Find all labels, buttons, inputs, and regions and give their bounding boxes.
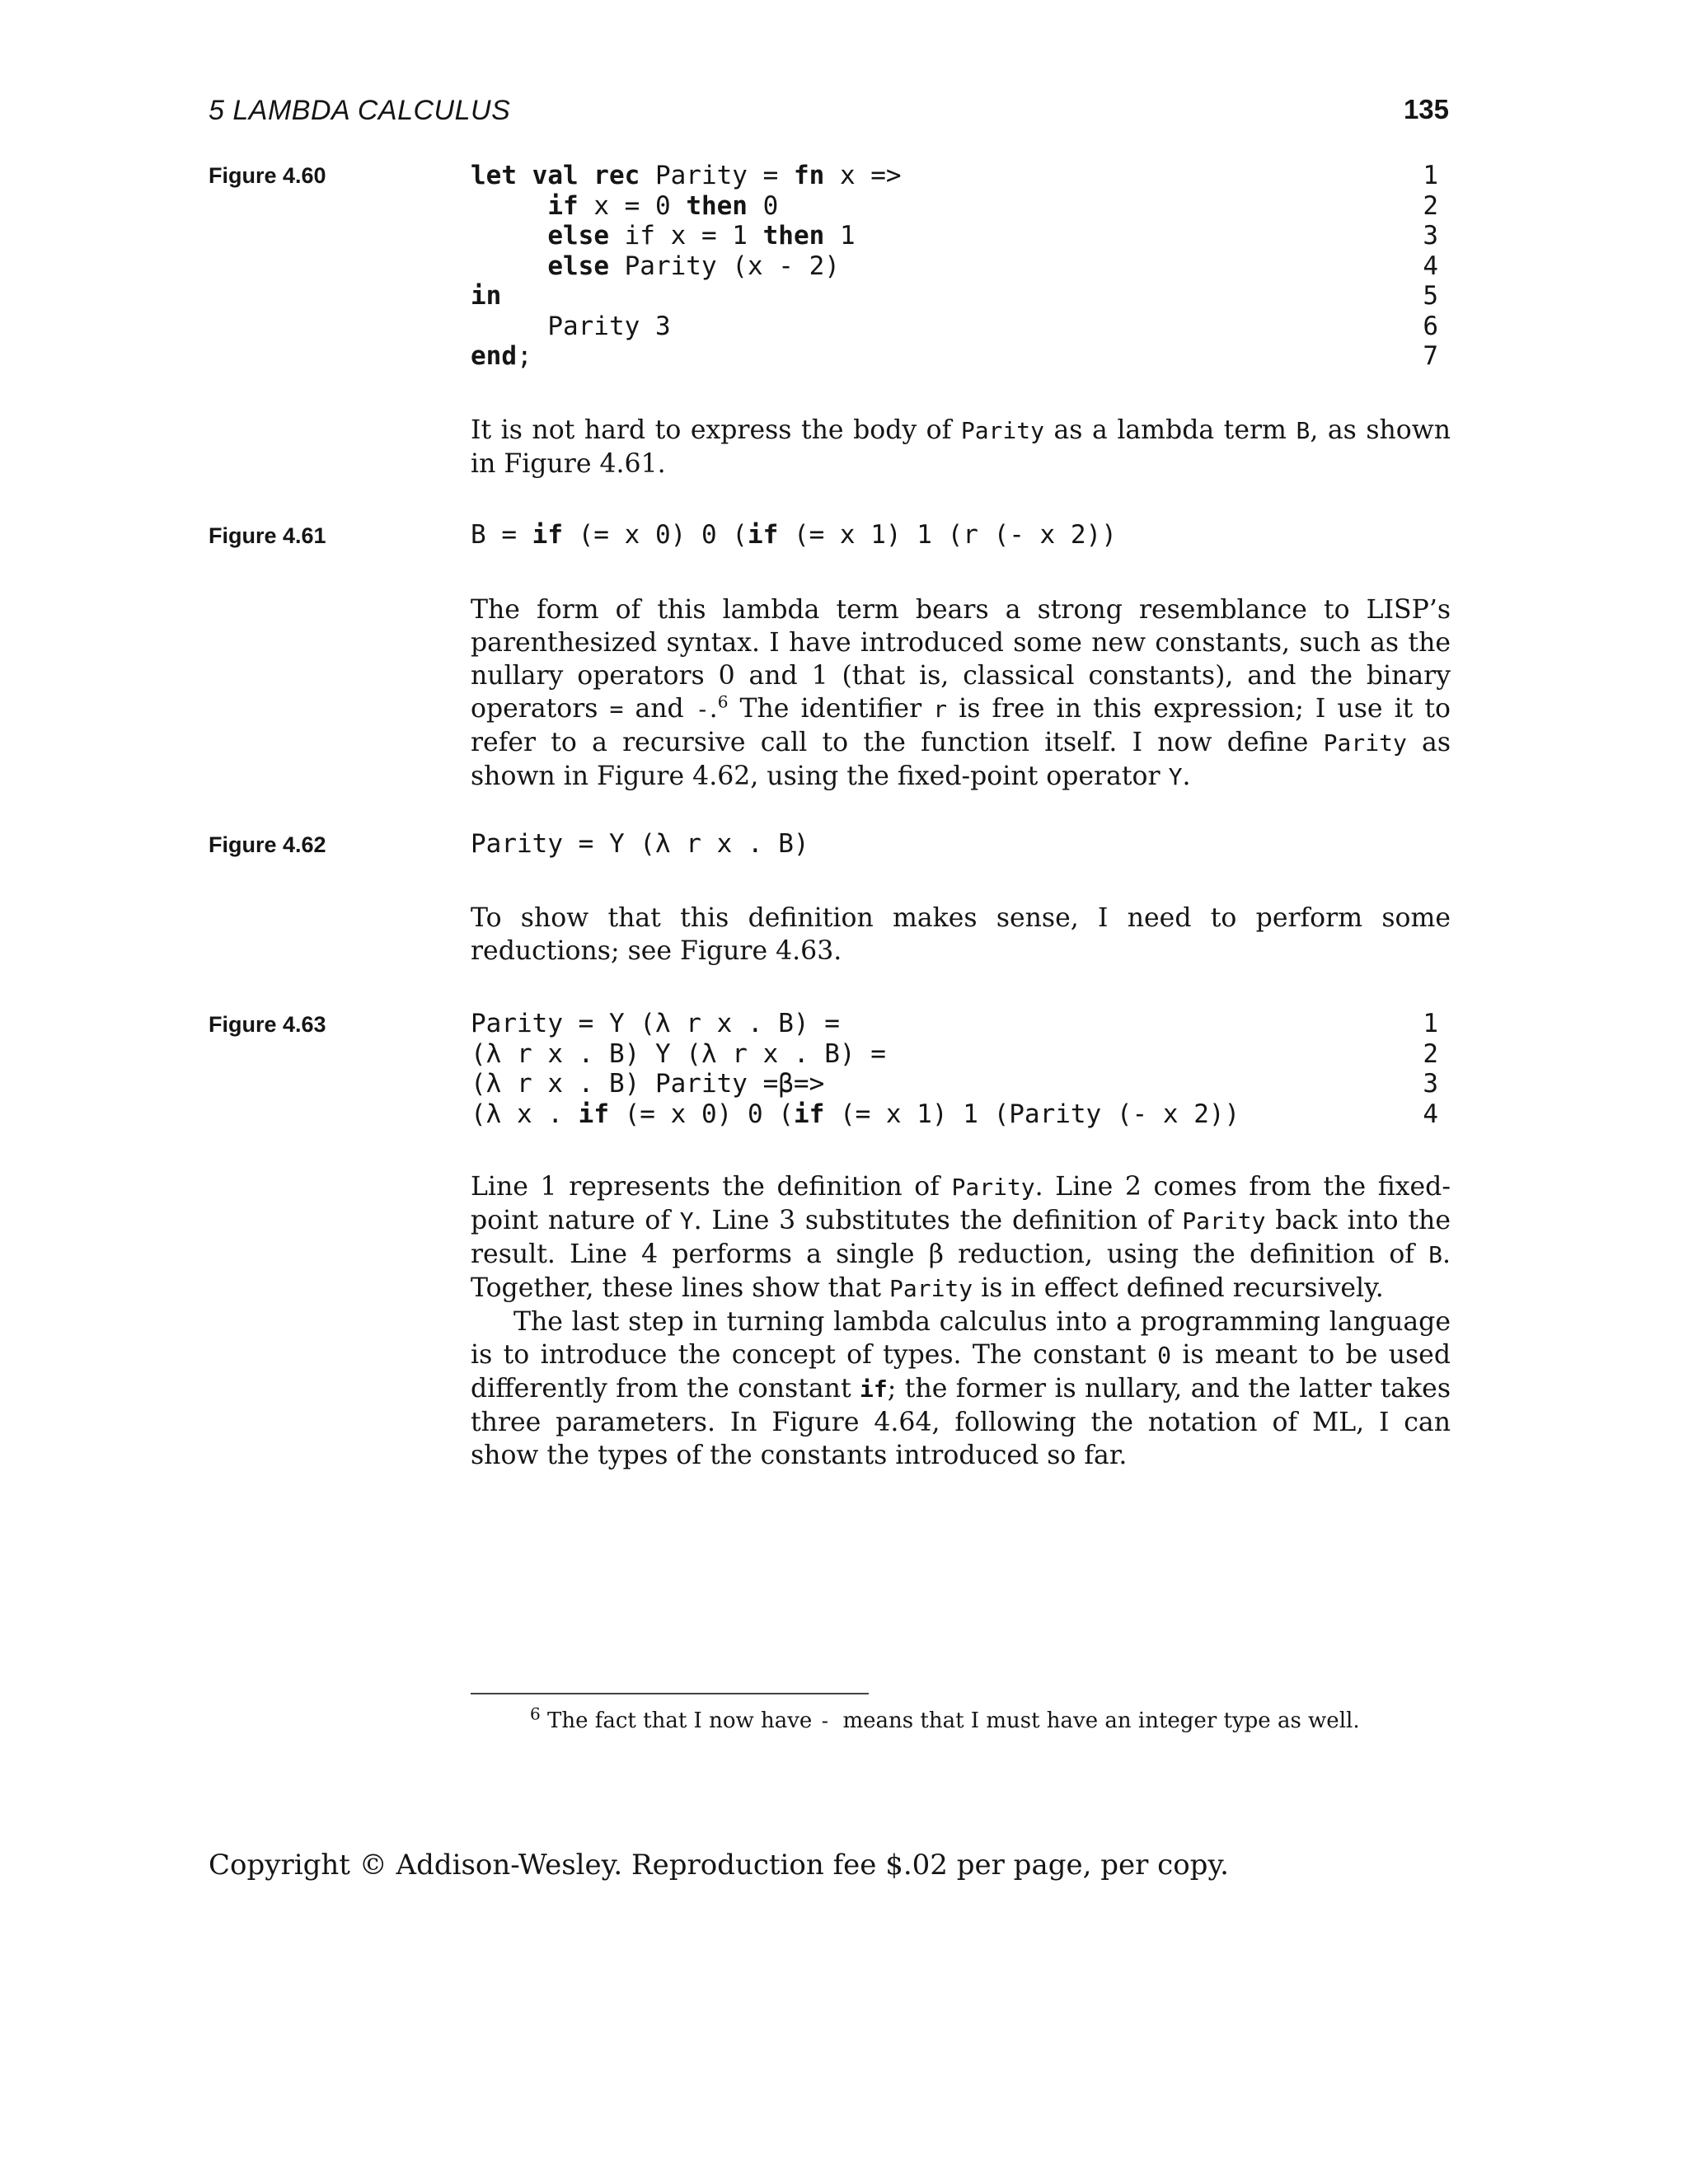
- code-line: end;: [471, 341, 532, 371]
- copyright-notice: Copyright © Addison-Wesley. Reproduction fee $.02 per page, per copy.: [209, 1849, 1229, 1882]
- footnote-mark: 6: [530, 1704, 541, 1724]
- line-number: 5: [1423, 281, 1438, 311]
- code-line: Parity 3: [471, 311, 671, 341]
- body-paragraph-4-5: [471, 1170, 1451, 1472]
- figure-label-4-60: Figure 4.60: [209, 163, 326, 188]
- line-number: 4: [1423, 1099, 1438, 1129]
- footnote-reference: 6: [717, 691, 729, 712]
- code-block-figure-4-60: [471, 161, 902, 372]
- figure-label-4-62: Figure 4.62: [209, 832, 326, 857]
- body-paragraph-4: Line 1 represents the definition of Parity. Line 2 comes from the fixed-point nature of Y. Line 3 substitutes the definition of Parity back into the result. Line 4 performs a single β reduction, using the definition of B. Together, these lines show that Parity is in effect defined recursively.: [471, 1172, 1451, 1303]
- line-numbers-figure-4-63: [1389, 1009, 1438, 1129]
- code-line: let val rec Parity = fn x =>: [471, 161, 902, 190]
- code-line: else if x = 1 then 1: [547, 221, 856, 251]
- code-line: (λ r x . B) Parity =β=>: [471, 1069, 825, 1099]
- code-line: if x = 0 then 0: [547, 190, 779, 221]
- page-number: 135: [1403, 94, 1449, 124]
- footnote: $^6$ The fact that I now have - means that I must have an integer type as well.: [530, 1704, 1360, 1733]
- code-block-figure-4-63: [471, 1009, 1240, 1129]
- line-number: 1: [1423, 1009, 1438, 1038]
- line-number: 2: [1423, 1038, 1438, 1069]
- line-number: 6: [1423, 311, 1438, 341]
- line-number: 3: [1423, 221, 1438, 251]
- line-number: 1: [1423, 161, 1438, 190]
- body-paragraph-3: To show that this definition makes sense, I need to perform some reductions; see Figure 4.63.: [471, 903, 1451, 966]
- line-number: 7: [1423, 341, 1438, 371]
- body-paragraph-1: It is not hard to express the body of Parity as a lambda term B, as shown in Figure 4.61.: [471, 415, 1451, 479]
- line-number: 4: [1423, 251, 1438, 281]
- line-numbers-figure-4-60: [1389, 161, 1438, 372]
- code-block-figure-4-61: B = if (= x 0) 0 (if (= x 1) 1 (r (- x 2)): [471, 520, 1117, 550]
- body-paragraph-2: The form of this lambda term bears a strong resemblance to LISP’s parenthesized syntax. I have introduced some new constants, such as the nullary operators 0 and 1 (that is, classical constants), and the binary operators = and -.$^6$ The identifier r is free in this expression; I use it to refer to a recursive call to the function itself. I now define Parity as shown in Figure 4.62, using the fixed-point operator Y.: [471, 595, 1451, 791]
- code-line: Parity = Y (λ r x . B) =: [471, 1009, 840, 1038]
- code-block-figure-4-62: Parity = Y (λ r x . B): [471, 829, 809, 859]
- footnote-rule: [471, 1693, 869, 1694]
- code-line: (λ r x . B) Y (λ r x . B) =: [471, 1038, 886, 1069]
- line-number: 2: [1423, 190, 1438, 221]
- running-header-title: 5 LAMBDA CALCULUS: [209, 95, 511, 126]
- figure-label-4-61: Figure 4.61: [209, 523, 326, 548]
- body-paragraph-5: The last step in turning lambda calculus into a programming language is to introduce the concept of types. The constant 0 is meant to be used differently from the constant if; the former is nullary, and the latter takes three parameters. In Figure 4.64, following the notation of ML, I can show the types of the constants introduced so far.: [471, 1307, 1451, 1470]
- code-line: in: [471, 281, 502, 311]
- code-line: else Parity (x - 2): [547, 251, 840, 281]
- line-number: 3: [1423, 1069, 1438, 1099]
- code-line: (λ x . if (= x 0) 0 (if (= x 1) 1 (Parity (- x 2)): [471, 1099, 1240, 1129]
- figure-label-4-63: Figure 4.63: [209, 1012, 326, 1037]
